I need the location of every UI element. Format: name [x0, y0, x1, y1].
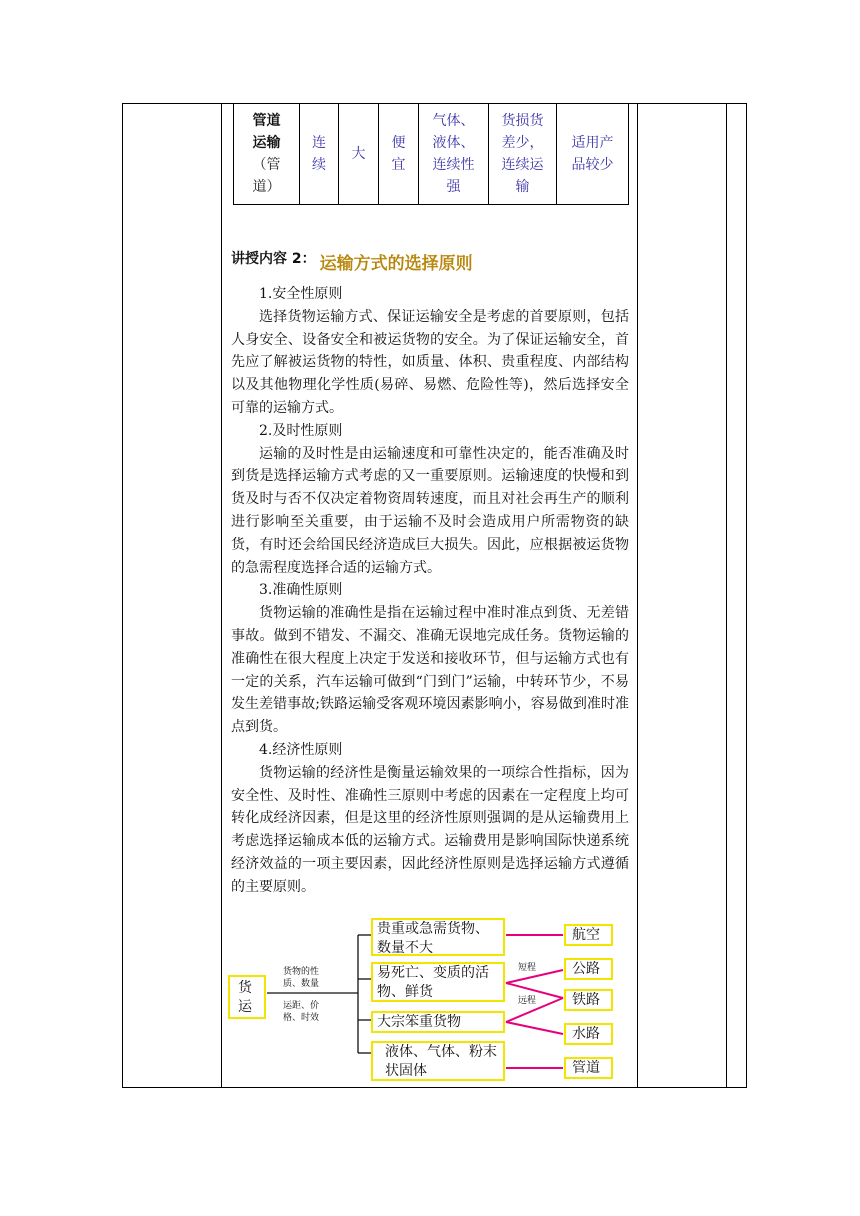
mode-box-road	[564, 958, 613, 980]
section-title: 运输方式的选择原则	[319, 254, 473, 274]
short-distance-label: 短程	[518, 963, 537, 973]
principle-title: 1.安全性原则	[259, 286, 343, 302]
cell-loss	[489, 104, 557, 205]
principle-text: 运输的及时性是由运输速度和可靠性决定的，能否准确及时到货是选择运输方式考虑的又一重要原则。运输速度的快慢和到货及时与否不仅决定着物资周转速度，而且对社会再生产的顺利进行影响至关重要，由于运输不及时会造成用户所需物资的缺货，有时还会给国民经济造成巨大损失。因此，应根据被运货物的急需程度选择合适的运输方式。	[231, 445, 629, 576]
section-heading	[231, 243, 473, 274]
factor-label: 运距、价格、时效	[283, 1001, 320, 1023]
transport-comparison-table	[233, 103, 629, 205]
mode-label: 管道	[572, 1060, 600, 1076]
column-divider	[637, 104, 638, 1087]
factor-label: 货物的性质、数量	[283, 967, 320, 989]
loss-value: 货损货差少，连续运输	[501, 113, 544, 195]
column-divider	[726, 104, 727, 1087]
mode-box-water	[564, 1023, 613, 1045]
mode-label: 铁路	[572, 992, 600, 1008]
table-row-pipeline	[234, 104, 629, 205]
goods-label: 贵重或急需货物、数量不大	[377, 921, 489, 956]
goods-label: 大宗笨重货物	[377, 1014, 461, 1030]
mode-label: 航空	[572, 927, 600, 943]
capacity-value: 大	[351, 146, 366, 162]
principle-title: 4.经济性原则	[259, 741, 343, 758]
principle-title: 2.及时性原则	[259, 422, 343, 439]
mode-box-rail	[564, 989, 613, 1011]
cell-mode	[234, 104, 300, 205]
cell-capacity	[339, 104, 379, 205]
mode-label: 水路	[572, 1026, 600, 1042]
remark-value: 适用产品较少	[571, 135, 614, 173]
cell-remark	[557, 104, 629, 205]
mode-label: 公路	[572, 961, 600, 977]
goods-box	[371, 1011, 505, 1033]
cell-goods	[419, 104, 489, 205]
root-box	[228, 975, 266, 1019]
section-label: 讲授内容 2：	[231, 251, 316, 267]
cell-speed	[300, 104, 339, 205]
principle-text: 选择货物运输方式、保证运输安全是考虑的首要原则，包括人身安全、设备安全和被运货物的安全。为了保证运输安全，首先应了解被运货物的特性，如质量、体积、贵重程度、内部结构以及其他物理化学性质(易碎、易燃、危险性等)，然后选择安全可靠的运输方式。	[231, 308, 629, 416]
principle-text: 货物运输的准确性是指在运输过程中准时准点到货、无差错事故。做到不错发、不漏交、准确无误地完成任务。货物运输的准确性在很大程度上决定于发送和接收环节，但与运输方式也有一定的关系，汽车运输可做到“门到门”运输，中转环节少，不易发生差错事故;铁路运输受客观环境因素影响小，容易做到准时准点到货。	[231, 605, 629, 736]
goods-box	[371, 1041, 505, 1081]
root-label: 货运	[238, 980, 252, 1015]
mode-name: 管道运输	[252, 113, 281, 151]
principle-text: 货物运输的经济性是衡量运输效果的一项综合性指标，因为安全性、及时性、准确性三原则中考虑的因素在一定程度上均可转化成经济因素，但是这里的经济性原则强调的是从运输费用上考虑选择运输成本低的运输方式。运输费用是影响国际快递系统经济效益的一项主要因素，因此经济性原则是选择运输方式遵循的主要原则。	[231, 764, 629, 895]
cell-cost	[379, 104, 419, 205]
cost-value: 便宜	[391, 135, 406, 173]
goods-label: 液体、气体、粉末状固体	[385, 1044, 497, 1079]
mode-note: （管道）	[252, 157, 281, 195]
principles-content	[231, 283, 629, 899]
speed-value: 连续	[312, 135, 326, 173]
mode-box-air	[564, 924, 613, 946]
transport-selection-diagram	[226, 912, 621, 1082]
goods-box	[371, 918, 505, 956]
goods-value: 气体、液体、连续性强	[432, 113, 475, 195]
mode-box-pipeline	[564, 1057, 613, 1079]
column-divider	[221, 104, 222, 1087]
goods-label: 易死亡、变质的活物、鲜货	[377, 965, 489, 1000]
goods-box	[371, 962, 505, 1002]
principle-title: 3.准确性原则	[259, 582, 343, 599]
long-distance-label: 远程	[518, 996, 537, 1006]
